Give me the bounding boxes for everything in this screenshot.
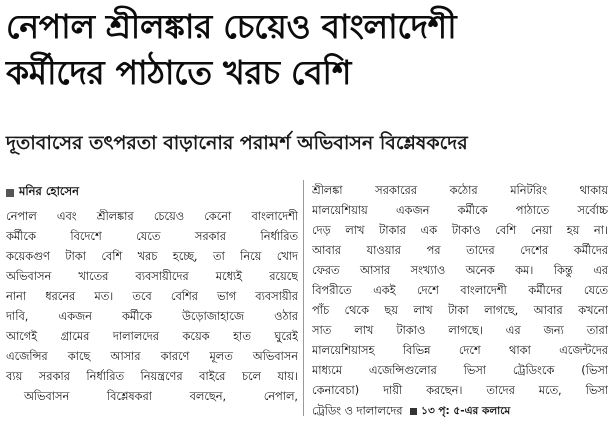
article-column-right xyxy=(312,181,608,422)
body-line-last xyxy=(312,401,608,422)
byline-bullet-icon xyxy=(6,189,14,197)
article-column-left xyxy=(6,207,298,407)
body-line: কেনাবেচা) দায়ী করছেন। তাদের মতে, ভিসা xyxy=(312,384,608,397)
body-line: সাত লাখ টাকাও লাগছে। এর জন্য তারা xyxy=(312,324,608,337)
column-divider xyxy=(303,180,304,416)
body-line: পাঁচ থেকে ছয় লাখ টাকা লাগছে, আবার কখনো xyxy=(312,304,608,317)
continuation-jump xyxy=(410,401,510,421)
headline-line-2: কর্মীদের পাঠাতে খরচ বেশি xyxy=(6,53,352,92)
headline-line-1: নেপাল শ্রীলঙ্কার চেয়েও বাংলাদেশী xyxy=(6,7,457,46)
body-line: আবার যাওয়ার পর তাদের দেশের কর্মীদের xyxy=(312,244,608,257)
body-line: অভিবাসন বিশ্লেষকরা বলছেন, নেপাল, xyxy=(24,390,298,403)
author-name: মনির হোসেন xyxy=(19,184,79,198)
body-line: ফেরত আসার সংখ্যাও অনেক কম। কিন্তু এর xyxy=(312,264,608,277)
headline xyxy=(6,4,610,96)
body-line: অভিবাসন খাতের ব্যবসায়ীদের মধ্যেই রয়েছে xyxy=(6,270,298,283)
body-line: মালয়েশিয়াসহ বিভিন্ন দেশে থাকা এজেন্টদের xyxy=(312,344,608,357)
body-line: বিপরীতে একই দেশে বাংলাদেশী কর্মীদের যেতে xyxy=(312,284,608,297)
body-line: নানা ধরনের মত। তবে বেশির ভাগ ব্যবসায়ীর xyxy=(6,290,298,303)
byline xyxy=(6,183,79,202)
body-line: শ্রীলঙ্কা সরকারের কঠোর মনিটরিং থাকায় xyxy=(312,184,608,197)
body-line: কর্মীকে বিদেশে যেতে সরকার নির্ধারিত xyxy=(6,230,298,243)
subheadline: দূতাবাসের তৎপরতা বাড়ানোর পরামর্শ অভিবাসন বিশ্লেষকদের xyxy=(6,132,468,154)
body-line: আগেই গ্রামের দালালদের কয়েক হাত ঘুরেই xyxy=(6,330,298,343)
body-line-text: ট্রেডিং ও দালালদের xyxy=(312,404,403,418)
body-line: এজেন্সির কাছে আসার কারণে মূলত অভিবাসন xyxy=(6,350,298,363)
body-line: নেপাল এবং শ্রীলঙ্কার চেয়েও কেনো বাংলাদেশী xyxy=(6,210,298,223)
body-line: দেড় লাখ টাকার এক টাকাও বেশি নেয়া হয় না। xyxy=(312,224,608,237)
body-line: দাবি, একজন কর্মীকে উড়োজাহাজে ওঠার xyxy=(6,310,298,323)
body-line: মালয়েশিয়ায় একজন কর্মীকে পাঠাতে সর্বোচ্চ xyxy=(312,204,608,217)
body-line: ব্যয় সরকার নির্ধারিত নিয়ন্ত্রণের বাইরে চলে যায়। xyxy=(6,370,298,383)
body-line: মাধ্যমে এজেন্সিগুলোর ভিসা ট্রেডিংকে (ভিসা xyxy=(312,364,608,377)
continuation-bullet-icon xyxy=(410,408,417,415)
body-line: কয়েকগুণ টাকা বেশি খরচ হচ্ছে, তা নিয়ে খোদ xyxy=(6,250,298,263)
continuation-text: ১৩ পৃ: ৫-এর কলামে xyxy=(421,405,511,417)
